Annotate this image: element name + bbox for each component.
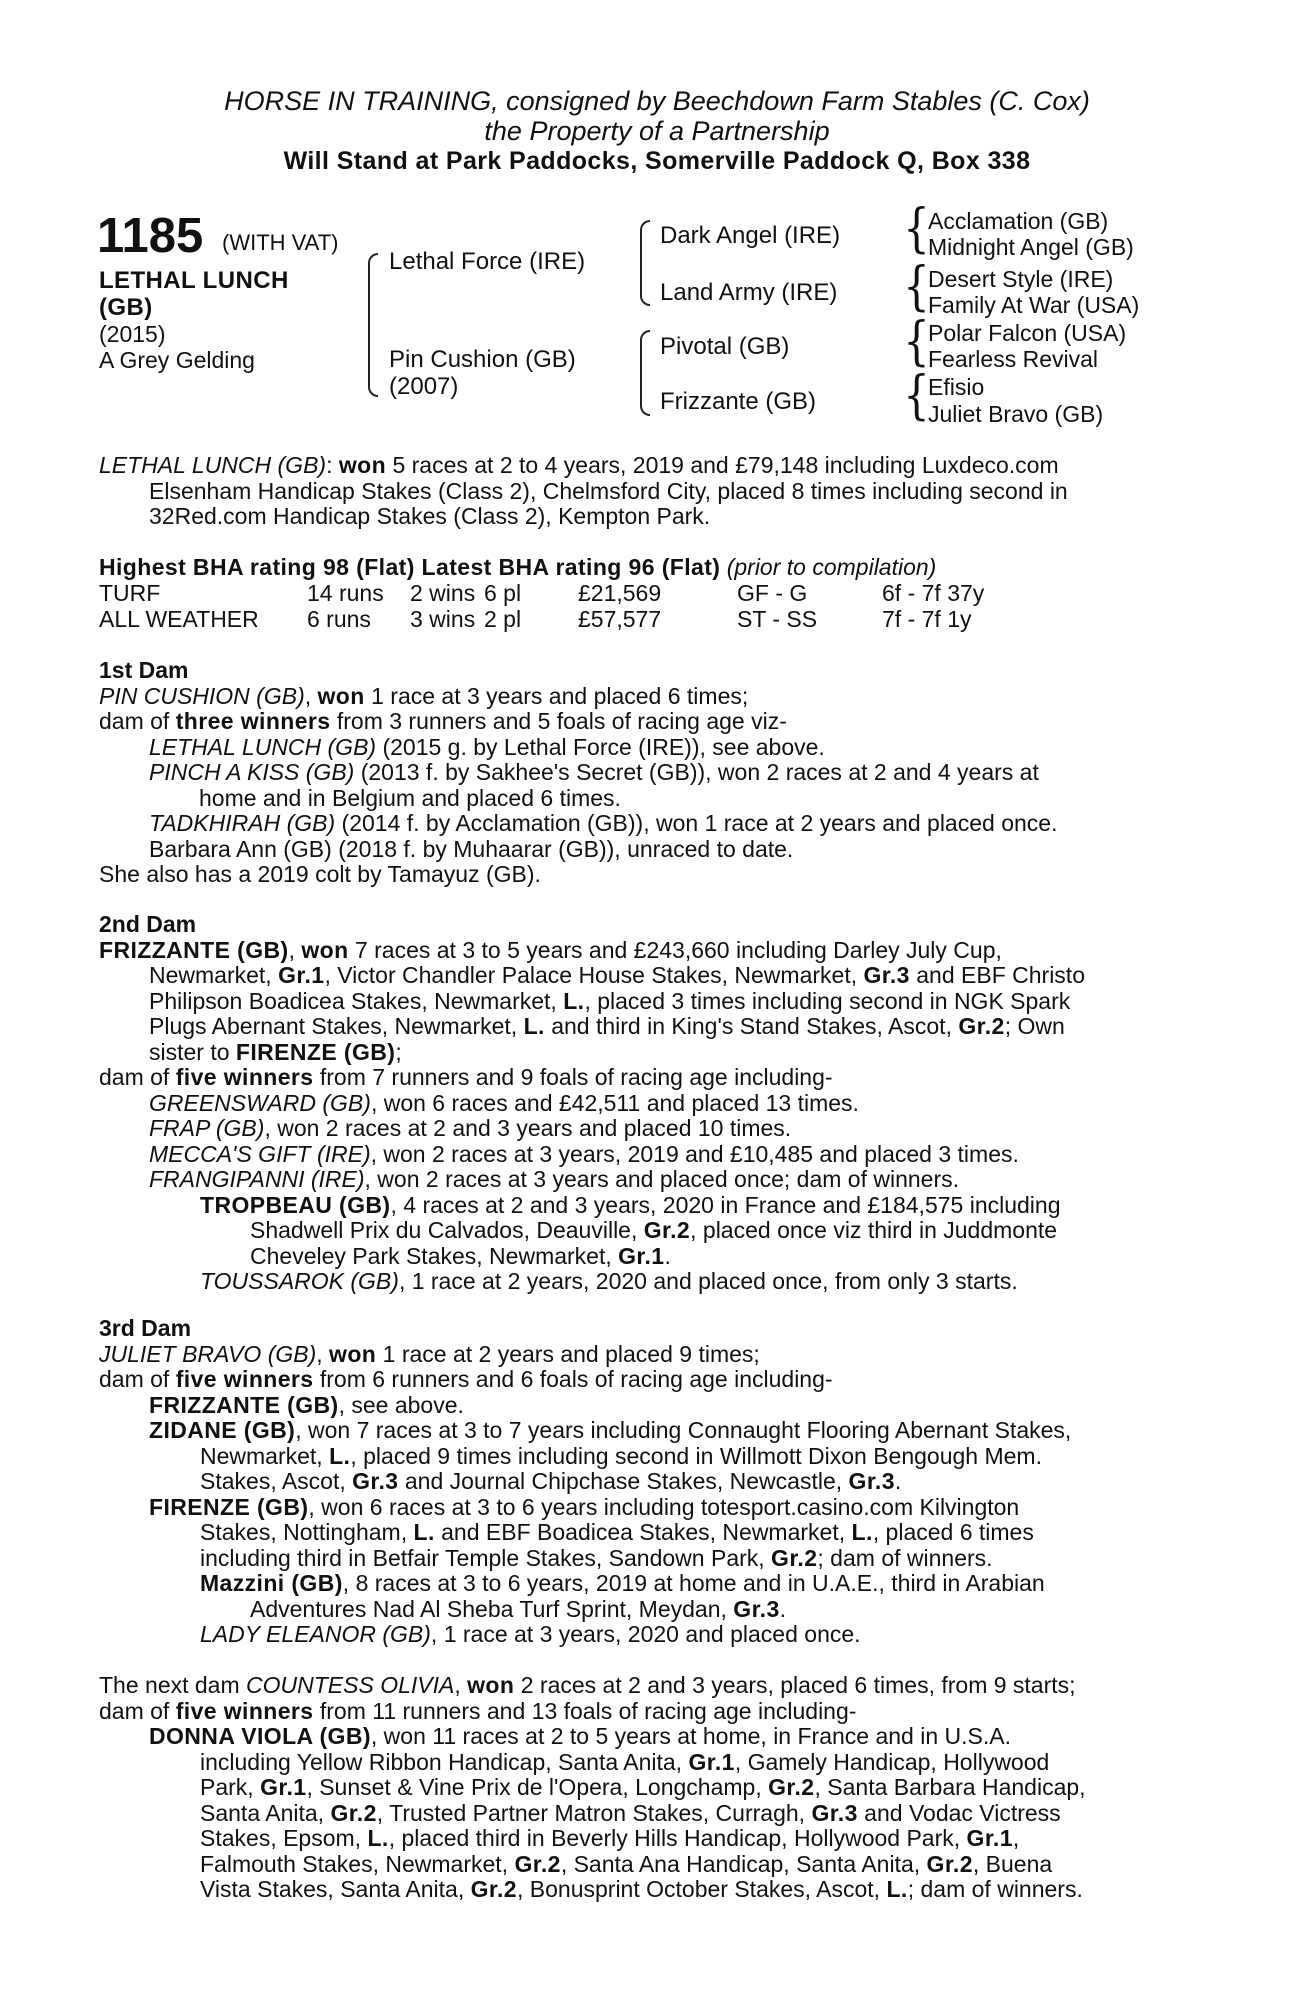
produce-text: Barbara Ann (GB) (2018 f. by Muhaarar (GB)), unraced to date.	[149, 835, 794, 862]
pedigree-bracket-gen1	[368, 253, 378, 397]
produce-line: Shadwell Prix du Calvados, Deauville, Gr.2, placed once viz third in Juddmonte	[250, 1217, 1058, 1243]
summary-text-3: 32Red.com Handicap Stakes (Class 2), Kempton Park.	[149, 503, 711, 529]
pedigree-g3-2: Midnight Angel (GB)	[928, 234, 1134, 260]
pedigree-g3-7: Efisio	[928, 374, 985, 400]
produce-line: MECCA'S GIFT (IRE), won 2 races at 3 years, 2019 and £10,485 and placed 3 times.	[149, 1140, 1019, 1167]
pedigree-sire: Lethal Force (IRE)	[389, 248, 586, 275]
ratings-heading-line	[99, 554, 936, 581]
vat-note: (WITH VAT)	[222, 230, 339, 255]
produce-text: home and in Belgium and placed 6 times.	[199, 784, 621, 811]
second-dam-heading: 2nd Dam	[99, 911, 197, 937]
pedigree-g3-6: Fearless Revival	[928, 346, 1098, 372]
first-dam-winners: three winners	[175, 708, 331, 734]
third-dam-section: 3rd Dam JULIET BRAVO (GB), won 1 race at 2 years and placed 9 times; dam of five winners from 6 runners and 6 foals of racing age including- FRIZZANTE (GB), see above. ZIDANE (GB), won 7 races at 3 to 7 years including Connaught Flooring Abernant Stakes, Newmarket, L., placed 9 times including second in Willmott Dixon Bengough Mem. Stakes, Ascot, Gr.3 and Journal Chipchase Stakes, Newcastle, Gr.3. FIRENZE (GB), won 6 races at 3 to 6 years including totesport.casino.com Kilvington Stakes, Nottingham, L. and EBF Boadicea Stakes, Newmarket, L., placed 6 times including third in Betfair Temple Stakes, Sandown Park, Gr.2; dam of winners. Mazzini (GB), 8 races at 3 to 6 years, 2019 at home and in U.A.E., third in Arabian Adventures Nad Al Sheba Turf Sprint, Meydan, Gr.3. LADY ELEANOR (GB), 1 race at 3 years, 2020 and placed once.	[99, 1316, 1206, 1648]
first-dam-produce: from 3 runners and 5 foals of racing age viz-	[330, 708, 787, 734]
ratings-runs: 6 runs	[307, 606, 371, 632]
first-dam-produce-pre: dam of	[99, 708, 176, 734]
pedigree-sire-dam: Land Army (IRE)	[660, 279, 838, 306]
horse-name-country: (GB)	[99, 294, 153, 321]
second-dam-winners: five winners	[175, 1064, 314, 1090]
summary-colon: :	[326, 452, 339, 478]
ratings-distance: 7f - 7f 1y	[882, 606, 972, 632]
next-dam-line: The next dam COUNTESS OLIVIA, won 2 races at 2 and 3 years, placed 6 times, from 9 starts;	[99, 1672, 1076, 1698]
next-dam-name: COUNTESS OLIVIA	[246, 1672, 455, 1698]
second-dam-record-line: Newmarket, Gr.1, Victor Chandler Palace House Stakes, Newmarket, Gr.3 and EBF Christo	[149, 962, 1085, 988]
catalogue-header-property: the Property of a Partnership	[484, 116, 830, 146]
produce-line: ZIDANE (GB), won 7 races at 3 to 7 years including Connaught Flooring Abernant Stakes,	[149, 1417, 1072, 1443]
first-dam-foal-note: She also has a 2019 colt by Tamayuz (GB).	[99, 861, 541, 887]
produce-line: including Yellow Ribbon Handicap, Santa Anita, Gr.1, Gamely Handicap, Hollywood	[200, 1748, 1050, 1775]
first-dam-section: 1st Dam PIN CUSHION (GB), won 1 race at 3 years and placed 6 times; dam of three winners from 3 runners and 5 foals of racing age viz- LETHAL LUNCH (GB) (2015 g. by Lethal Force (IRE)), see above. PINCH A KISS (GB) (2013 f. by Sakhee's Secret (GB)), won 2 races at 2 and 4 years at home and in Belgium and placed 6 times. TADKHIRAH (GB) (2014 f. by Acclamation (GB)), won 1 race at 2 years and placed once. Barbara Ann (GB) (2018 f. by Muhaarar (GB)), unraced to date. She also has a 2019 colt by Tamayuz (GB).	[99, 658, 1206, 888]
produce-line: FRAP (GB), won 2 races at 2 and 3 years and placed 10 times.	[149, 1115, 792, 1141]
summary-horse-name: LETHAL LUNCH (GB)	[99, 452, 327, 478]
produce-line: Santa Anita, Gr.2, Trusted Partner Matron Stakes, Curragh, Gr.3 and Vodac Victress	[200, 1799, 1061, 1826]
pedigree-sire-sire: Dark Angel (IRE)	[660, 222, 841, 249]
produce-line: Newmarket, L., placed 9 times including second in Willmott Dixon Bengough Mem.	[200, 1442, 1042, 1469]
ratings-runs: 14 runs	[307, 580, 384, 606]
produce-line: TROPBEAU (GB), 4 races at 2 and 3 years, 2020 in France and £184,575 including	[200, 1191, 1061, 1218]
next-dam-winners: five winners	[175, 1697, 314, 1724]
ratings-going: GF - G	[737, 580, 808, 606]
ratings-surface: ALL WEATHER	[99, 606, 259, 632]
horse-name: LETHAL LUNCH	[99, 267, 289, 294]
second-dam-section: 2nd Dam FRIZZANTE (GB), won 7 races at 3 to 5 years and £243,660 including Darley July Cup, Newmarket, Gr.1, Victor Chandler Palace House Stakes, Newmarket, Gr.3 and EBF Christo Philipson Boadicea Stakes, Newmarket, L., placed 3 times including second in NGK Spark Plugs Abernant Stakes, Newmarket, L. and third in King's Stand Stakes, Ascot, Gr.2; Own sister to FIRENZE (GB); dam of five winners from 7 runners and 9 foals of racing age including- GREENSWARD (GB), won 6 races and £42,511 and placed 13 times. FRAP (GB), won 2 races at 2 and 3 years and placed 10 times. MECCA'S GIFT (IRE), won 2 races at 3 years, 2019 and £10,485 and placed 3 times. FRANGIPANNI (IRE), won 2 races at 3 years and placed once; dam of winners. TROPBEAU (GB), 4 races at 2 and 3 years, 2020 in France and £184,575 including Shadwell Prix du Calvados, Deauville, Gr.2, placed once viz third in Juddmonte Cheveley Park Stakes, Newmarket, Gr.1. TOUSSAROK (GB), 1 race at 2 years, 2020 and placed once, from only 3 starts.	[99, 912, 1206, 1295]
pedigree-dam-dam: Frizzante (GB)	[660, 388, 817, 415]
produce-name: LETHAL LUNCH (GB)	[149, 733, 377, 760]
first-dam-name: PIN CUSHION (GB)	[99, 682, 305, 709]
ratings-prize: £57,577	[578, 606, 662, 632]
horse-description: A Grey Gelding	[99, 347, 255, 373]
pedigree-dam: Pin Cushion (GB)	[389, 346, 576, 373]
pedigree-g3-8: Juliet Bravo (GB)	[928, 401, 1104, 427]
produce-line: Falmouth Stakes, Newmarket, Gr.2, Santa Ana Handicap, Santa Anita, Gr.2, Buena	[200, 1850, 1053, 1877]
ratings-prize: £21,569	[578, 580, 662, 606]
second-dam-record-line: Plugs Abernant Stakes, Newmarket, L. and third in King's Stand Stakes, Ascot, Gr.2; Own	[149, 1013, 1065, 1039]
pedigree-brace-2: {	[903, 257, 930, 317]
horse-foaling-year: (2015)	[99, 321, 166, 347]
ratings-wins: 3 wins	[410, 606, 476, 632]
second-dam-name: FRIZZANTE (GB)	[99, 936, 289, 963]
ratings-wins: 2 wins	[410, 580, 476, 606]
produce-line: Stakes, Nottingham, L. and EBF Boadicea Stakes, Newmarket, L., placed 6 times	[200, 1519, 1034, 1545]
catalogue-header-location: Will Stand at Park Paddocks, Somerville Paddock Q, Box 338	[283, 147, 1031, 175]
produce-line: GREENSWARD (GB), won 6 races and £42,511 and placed 13 times.	[149, 1089, 859, 1116]
produce-line: TOUSSAROK (GB), 1 race at 2 years, 2020 and placed once, from only 3 starts.	[200, 1268, 1018, 1294]
pedigree-g3-5: Polar Falcon (USA)	[928, 320, 1127, 346]
produce-line: DONNA VIOLA (GB), won 11 races at 2 to 5 years at home, in France and in U.S.A.	[149, 1723, 1011, 1749]
pedigree-bracket-dam-line	[640, 330, 650, 416]
summary-text-2: Elsenham Handicap Stakes (Class 2), Chelmsford City, placed 8 times including second in	[149, 477, 1068, 504]
produce-line: Stakes, Ascot, Gr.3 and Journal Chipchase Stakes, Newcastle, Gr.3.	[200, 1468, 902, 1494]
second-dam-record: 7 races at 3 to 5 years and £243,660 including Darley July Cup,	[348, 936, 1002, 963]
second-dam-won: won	[301, 936, 349, 963]
second-dam-record-line: sister to FIRENZE (GB);	[149, 1038, 402, 1065]
lot-number: 1185	[97, 209, 204, 263]
produce-line: LADY ELEANOR (GB), 1 race at 3 years, 2020 and placed once.	[200, 1621, 861, 1647]
ratings-distance: 6f - 7f 37y	[882, 580, 985, 606]
pedigree-g3-1: Acclamation (GB)	[928, 208, 1109, 234]
summary-won: won	[338, 452, 387, 478]
third-dam-winners: five winners	[175, 1366, 314, 1392]
pedigree-dam-sire: Pivotal (GB)	[660, 333, 790, 360]
first-dam-won: won	[317, 682, 365, 709]
produce-line: Adventures Nad Al Sheba Turf Sprint, Meydan, Gr.3.	[250, 1595, 787, 1622]
first-dam-record: 1 race at 3 years and placed 6 times;	[364, 682, 749, 709]
ratings-note: (prior to compilation)	[726, 554, 937, 580]
ratings-going: ST - SS	[737, 606, 818, 632]
produce-line: FIRENZE (GB), won 6 races at 3 to 6 years including totesport.casino.com Kilvington	[149, 1493, 1020, 1520]
pedigree-g3-4: Family At War (USA)	[928, 292, 1140, 318]
produce-line: including third in Betfair Temple Stakes, Sandown Park, Gr.2; dam of winners.	[200, 1544, 993, 1571]
produce-line: Mazzini (GB), 8 races at 3 to 6 years, 2019 at home and in U.A.E., third in Arabian	[200, 1570, 1045, 1596]
produce-name: TADKHIRAH (GB)	[149, 810, 336, 836]
pedigree-brace-1: {	[903, 199, 930, 259]
catalogue-header-consignor: HORSE IN TRAINING, consigned by Beechdown Farm Stables (C. Cox)	[224, 86, 1090, 116]
next-dam-section: The next dam COUNTESS OLIVIA, won 2 races at 2 and 3 years, placed 6 times, from 9 starts; dam of five winners from 11 runners and 13 foals of racing age including- DONNA VIOLA (GB), won 11 races at 2 to 5 years at home, in France and in U.S.A. including Yellow Ribbon Handicap, Santa Anita, Gr.1, Gamely Handicap, Hollywood Park, Gr.1, Sunset & Vine Prix de l'Opera, Longchamp, Gr.2, Santa Barbara Handicap, Santa Anita, Gr.2, Trusted Partner Matron Stakes, Curragh, Gr.3 and Vodac Victress Stakes, Epsom, L., placed third in Beverly Hills Handicap, Hollywood Park, Gr.1, Falmouth Stakes, Newmarket, Gr.2, Santa Ana Handicap, Santa Anita, Gr.2, Buena Vista Stakes, Santa Anita, Gr.2, Bonusprint October Stakes, Ascot, L.; dam of winners.	[99, 1673, 1206, 1903]
ratings-heading: Highest BHA rating 98 (Flat) Latest BHA rating 96 (Flat)	[99, 554, 721, 580]
second-dam-record-line: Philipson Boadicea Stakes, Newmarket, L., placed 3 times including second in NGK Spark	[149, 987, 1071, 1014]
pedigree-brace-3: {	[903, 312, 930, 372]
pedigree-bracket-sire-line	[640, 220, 650, 306]
produce-line: Vista Stakes, Santa Anita, Gr.2, Bonusprint October Stakes, Ascot, L.; dam of winners.	[200, 1876, 1083, 1902]
produce-line: Park, Gr.1, Sunset & Vine Prix de l'Opera, Longchamp, Gr.2, Santa Barbara Handicap,	[200, 1774, 1086, 1800]
produce-line: Cheveley Park Stakes, Newmarket, Gr.1.	[250, 1242, 671, 1269]
produce-line: FRIZZANTE (GB), see above.	[149, 1391, 464, 1418]
pedigree-g3-3: Desert Style (IRE)	[928, 266, 1114, 292]
ratings-placed: 6 pl	[484, 580, 522, 606]
pedigree-dam-year: (2007)	[389, 373, 459, 400]
ratings-placed: 2 pl	[484, 606, 522, 632]
race-summary	[99, 453, 1206, 530]
ratings-surface: TURF	[99, 580, 161, 606]
produce-line: FRANGIPANNI (IRE), won 2 races at 3 years and placed once; dam of winners.	[149, 1166, 960, 1192]
summary-text-1: 5 races at 2 to 4 years, 2019 and £79,148 including Luxdeco.com	[386, 452, 1059, 478]
first-dam-heading: 1st Dam	[99, 657, 189, 683]
produce-text: (2015 g. by Lethal Force (IRE)), see above.	[376, 733, 825, 760]
produce-text: (2013 f. by Sakhee's Secret (GB)), won 2 races at 2 and 4 years at	[354, 759, 1039, 785]
third-dam-heading: 3rd Dam	[99, 1315, 192, 1341]
pedigree-brace-4: {	[903, 366, 930, 426]
third-dam-name: JULIET BRAVO (GB)	[99, 1340, 317, 1367]
produce-text: (2014 f. by Acclamation (GB)), won 1 race at 2 years and placed once.	[335, 810, 1058, 836]
produce-name: PINCH A KISS (GB)	[149, 759, 355, 785]
produce-line: Stakes, Epsom, L., placed third in Beverly Hills Handicap, Hollywood Park, Gr.1,	[200, 1825, 1020, 1851]
